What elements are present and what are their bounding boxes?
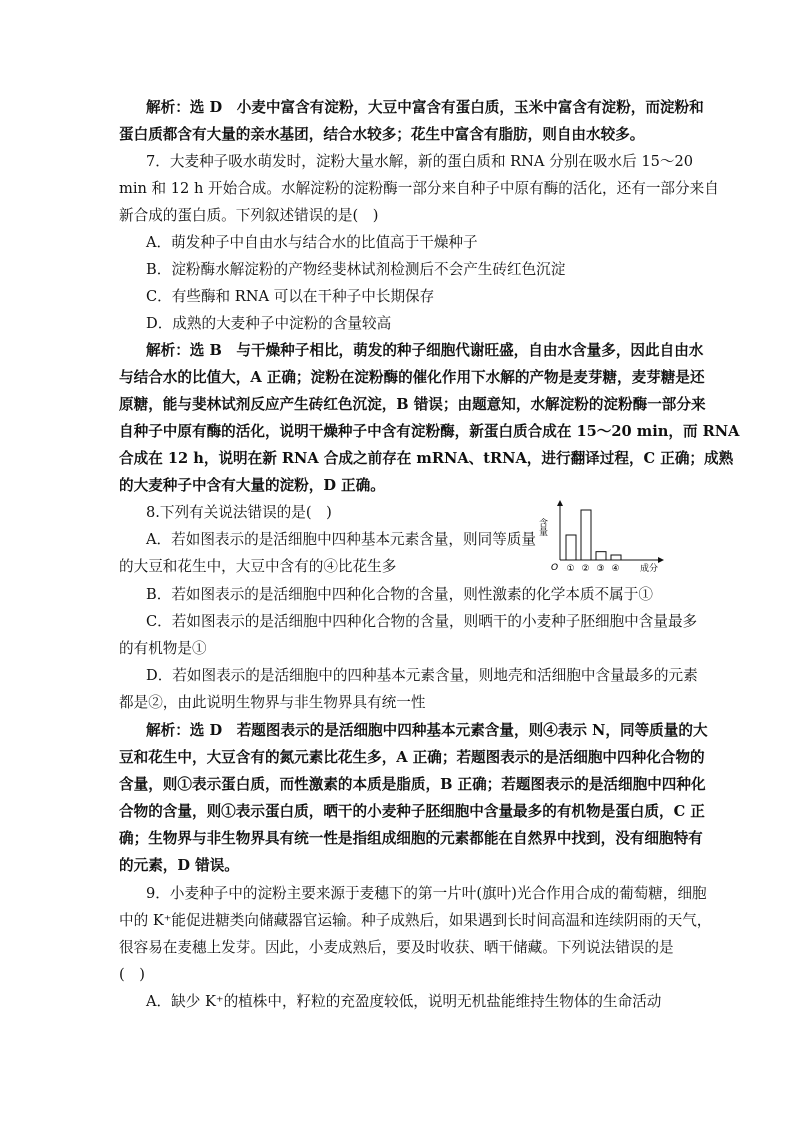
text-line: 与结合水的比值大，A 正确；淀粉在淀粉酶的催化作用下水解的产物是麦芽糖，麦芽糖是还 xyxy=(119,369,705,386)
text-line: 的大麦种子中含有大量的淀粉，D 正确。 xyxy=(119,477,385,494)
text-line: 9．小麦种子中的淀粉主要来源于麦穗下的第一片叶(旗叶)光合作用合成的葡萄糖，细胞 xyxy=(146,885,707,902)
text-line: A．萌发种子中自由水与结合水的比值高于干燥种子 xyxy=(146,234,478,251)
text-line: D．若如图表示的是活细胞中的四种基本元素含量，则地壳和活细胞中含量最多的元素 xyxy=(146,667,698,684)
text-line: C．有些酶和 RNA 可以在干种子中长期保存 xyxy=(146,288,435,305)
text-line: min 和 12 h 开始合成。水解淀粉的淀粉酶一部分来自种子中原有酶的活化，还有一部分来自 xyxy=(119,180,719,197)
category-label-3: ③ xyxy=(596,564,605,574)
text-line: ( ) xyxy=(119,966,145,983)
text-line: 很容易在麦穗上发芽。因此，小麦成熟后，要及时收获、晒干储藏。下列说法错误的是 xyxy=(119,939,674,956)
x-axis-arrow xyxy=(658,557,664,563)
y-axis-arrow xyxy=(557,500,563,506)
bar-3 xyxy=(596,552,606,560)
bar-4 xyxy=(611,555,621,560)
text-line: 解析：选 B 与干燥种子相比，萌发的种子细胞代谢旺盛，自由水含量多，因此自由水 xyxy=(146,342,704,359)
text-line: 的大豆和花生中，大豆中含有的④比花生多 xyxy=(119,558,397,575)
text-line: 自种子中原有酶的活化，说明干燥种子中含有淀粉酶，新蛋白质合成在 15～20 min，而 RNA xyxy=(119,423,740,440)
text-line: 新合成的蛋白质。下列叙述错误的是( ) xyxy=(119,207,379,224)
text-line: 含量，则①表示蛋白质，而性激素的本质是脂质，B 正确；若题图表示的是活细胞中四种化 xyxy=(119,776,706,793)
text-line: 豆和花生中，大豆含有的氮元素比花生多，A 正确；若题图表示的是活细胞中四种化合物的 xyxy=(119,749,705,766)
text-line: 7．大麦种子吸水萌发时，淀粉大量水解，新的蛋白质和 RNA 分别在吸水后 15～20 xyxy=(146,153,694,170)
text-line: D．成熟的大麦种子中淀粉的含量较高 xyxy=(146,315,392,332)
text-line: A．若如图表示的是活细胞中四种基本元素含量，则同等质量 xyxy=(146,531,536,548)
text-line: C．若如图表示的是活细胞中四种化合物的含量，则晒干的小麦种子胚细胞中含量最多 xyxy=(146,613,698,630)
category-label-4: ④ xyxy=(611,564,620,574)
category-label-1: ① xyxy=(566,564,575,574)
text-line: A．缺少 K⁺的植株中，籽粒的充盈度较低，说明无机盐能维持生物体的生命活动 xyxy=(146,993,662,1010)
text-line: 原糖，能与斐林试剂反应产生砖红色沉淀，B 错误；由题意知，水解淀粉的淀粉酶一部分来 xyxy=(119,396,706,413)
text-line: 8.下列有关说法错误的是( ) xyxy=(146,504,332,521)
category-label-2: ② xyxy=(581,564,590,574)
text-line: 解析：选 D 小麦中富含有淀粉，大豆中富含有蛋白质，玉米中富含有淀粉，而淀粉和 xyxy=(146,99,704,116)
y-axis-label: 含量 xyxy=(537,518,547,536)
x-axis-label: 成分 xyxy=(640,564,659,574)
bar-2 xyxy=(581,510,591,560)
text-line: 解析：选 D 若题图表示的是活细胞中四种基本元素含量，则④表示 N，同等质量的大 xyxy=(146,722,708,739)
text-line: 蛋白质都含有大量的亲水基团，结合水较多；花生中富含有脂肪，则自由水较多。 xyxy=(119,126,645,143)
content-bar-chart xyxy=(537,500,670,574)
text-line: 都是②，由此说明生物界与非生物界具有统一性 xyxy=(119,694,426,711)
text-line: B．淀粉酶水解淀粉的产物经斐林试剂检测后不会产生砖红色沉淀 xyxy=(146,261,566,278)
origin-label: O xyxy=(551,563,559,573)
text-line: 中的 K⁺能促进糖类向储藏器官运输。种子成熟后，如果遇到长时间高温和连续阴雨的天气， xyxy=(119,912,712,929)
text-line: 确；生物界与非生物界具有统一性是指组成细胞的元素都能在自然界中找到，没有细胞特有 xyxy=(119,830,703,847)
text-line: 的有机物是① xyxy=(119,640,207,657)
text-line: 的元素，D 错误。 xyxy=(119,857,239,874)
bar-1 xyxy=(566,535,576,560)
text-line: 合物的含量，则①表示蛋白质，晒干的小麦种子胚细胞中含量最多的有机物是蛋白质，C 正 xyxy=(119,803,705,820)
text-line: B．若如图表示的是活细胞中四种化合物的含量，则性激素的化学本质不属于① xyxy=(146,586,653,603)
text-line: 合成在 12 h，说明在新 RNA 合成之前存在 mRNA、tRNA，进行翻译过程，C 正确；成熟 xyxy=(119,450,734,467)
